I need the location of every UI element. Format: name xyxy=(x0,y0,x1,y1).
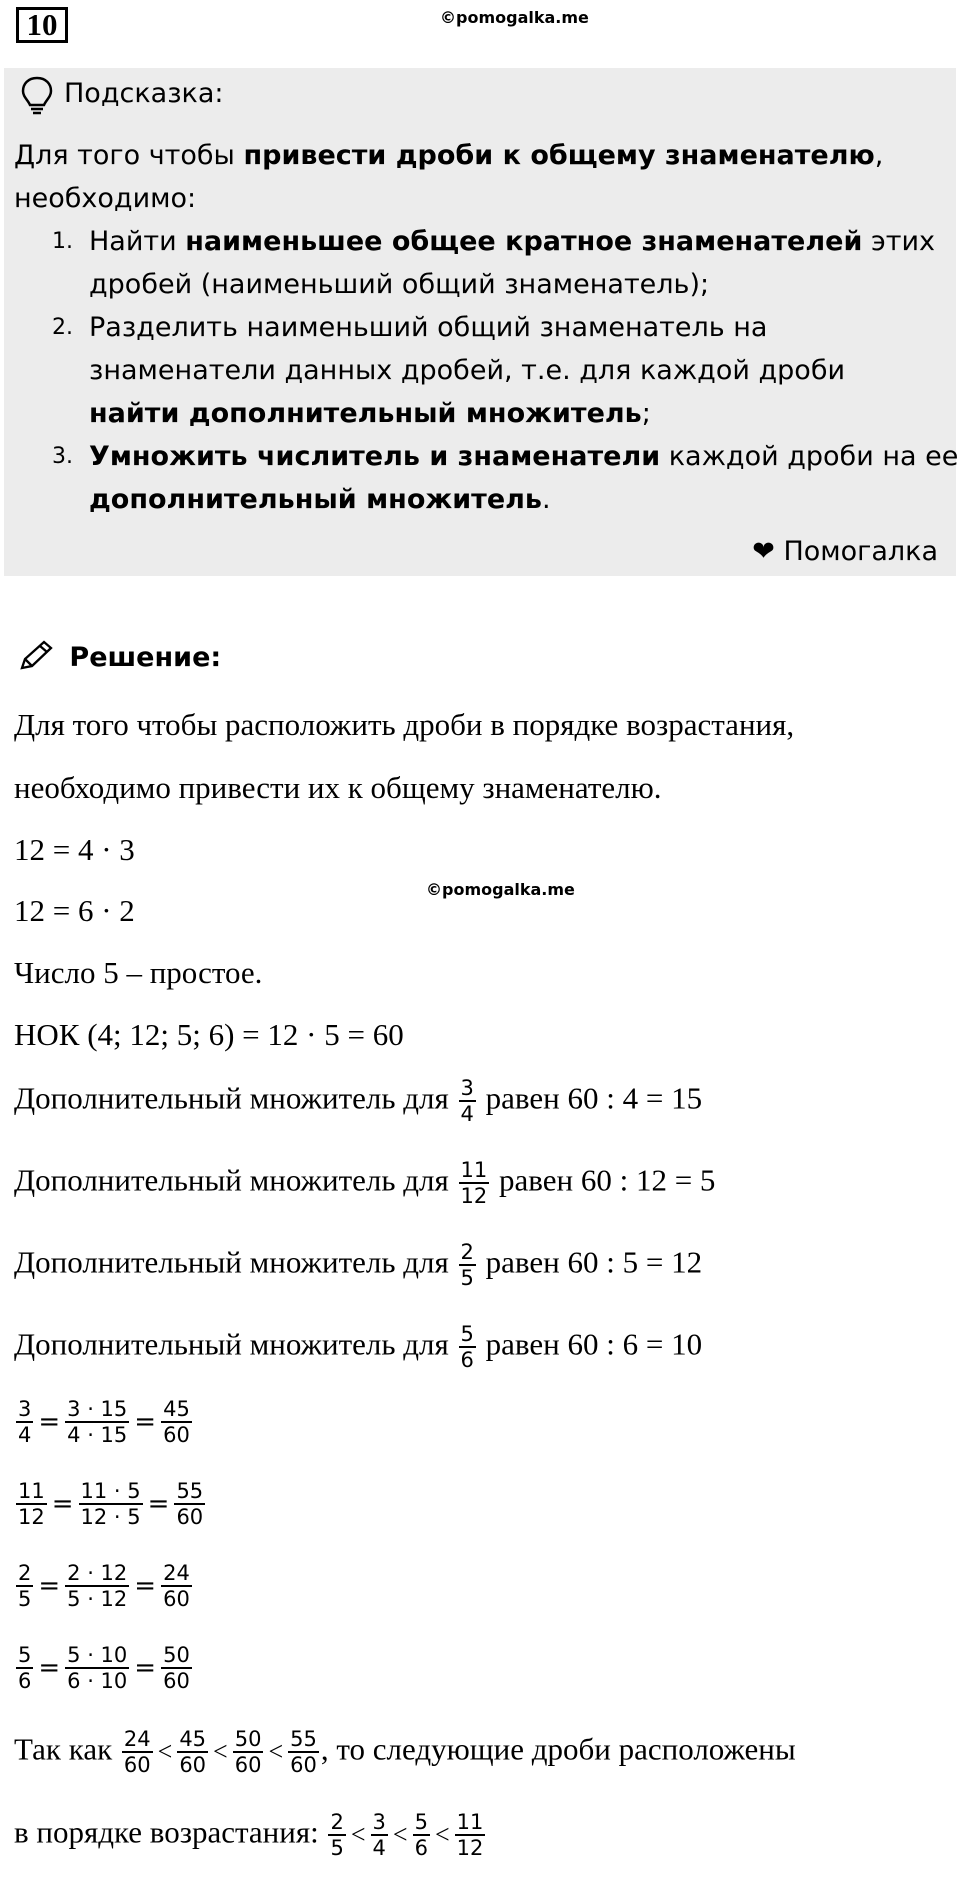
hint-step-3: 3. Умножить числитель и знаменатели каждой дроби на ее xyxy=(52,441,959,472)
equation-4: $\frac{5}{6}$ = $\frac{5 \cdot 10}{6 \cdot 10}$ = $\frac{50}{60}$ xyxy=(18,1643,190,1694)
task-number: 10 xyxy=(16,7,68,43)
hint-signature: ❤ Помогалка xyxy=(752,536,938,567)
fraction: $\frac{11}{12}$ xyxy=(460,1158,488,1209)
prime-statement: Число 5 – простое. xyxy=(14,955,263,990)
equation-2: $\frac{11}{12}$ = $\frac{11 \cdot 5}{12 \cdot 5}$ = $\frac{55}{60}$ xyxy=(18,1479,204,1530)
hint-box xyxy=(4,68,959,576)
fraction: $\frac{2}{5}$ xyxy=(460,1240,474,1291)
multiplier-line-4: Дополнительный множитель для $\frac{5}{6}$ равен 60 : 6 = 10 xyxy=(14,1322,703,1373)
solution-text-line-2: необходимо привести их к общему знаменателю. xyxy=(14,770,662,805)
page-header xyxy=(0,0,960,60)
comparison-line: Так как $\frac{24}{60}$ < $\frac{45}{60}$ < $\frac{50}{60}$ < $\frac{55}{60}$ , то следующие дроби расположены xyxy=(14,1727,796,1778)
factorization-12-6: 12 = 6 · 2 xyxy=(14,893,135,928)
equation-3: $\frac{2}{5}$ = $\frac{2 \cdot 12}{5 \cdot 12}$ = $\frac{24}{60}$ xyxy=(18,1561,190,1612)
watermark-middle: ©pomogalka.me xyxy=(426,880,575,899)
fraction: $\frac{3}{4}$ xyxy=(460,1076,474,1127)
factorization-12-4: 12 = 4 · 3 xyxy=(14,832,135,867)
answer-line: в порядке возрастания: $\frac{2}{5}$ < $\frac{3}{4}$ < $\frac{5}{6}$ < $\frac{11}{12}$ xyxy=(14,1810,484,1861)
lightbulb-icon xyxy=(20,75,54,119)
hint-title: Подсказка: xyxy=(64,78,224,109)
fraction: $\frac{5}{6}$ xyxy=(460,1322,474,1373)
multiplier-line-1: Дополнительный множитель для $\frac{3}{4}$ равен 60 : 4 = 15 xyxy=(14,1076,703,1127)
watermark-top: ©pomogalka.me xyxy=(440,8,589,27)
hint-body: Для того чтобы привести дроби к общему знаменателю, необходимо: 1. Найти наименьшее общее кратное знаменателей этих дробей (наименьший общий знаменатель); 2. Разделить наименьший общий знаменатель на знаменатели данных дробей, т.е. для каждой дроби найти дополнительный множитель; 3. Умножить числитель и знаменатели каждой дроби на ее дополнительный множитель. xyxy=(14,140,959,515)
hint-step-2: 2. Разделить наименьший общий знаменатель на xyxy=(52,312,768,343)
lcm-line: НОК (4; 12; 5; 6) = 12 · 5 = 60 xyxy=(14,1017,404,1052)
solution-heading: Решение: xyxy=(18,640,221,673)
hint-step-1: 1. Найти наименьшее общее кратное знаменателей этих xyxy=(52,226,936,257)
multiplier-line-3: Дополнительный множитель для $\frac{2}{5}$ равен 60 : 5 = 12 xyxy=(14,1240,703,1291)
heart-icon: ❤ xyxy=(752,536,775,567)
pencil-icon xyxy=(18,642,69,673)
solution-text-line-1: Для того чтобы расположить дроби в порядке возрастания, xyxy=(14,707,795,742)
multiplier-line-2: Дополнительный множитель для $\frac{11}{12}$ равен 60 : 12 = 5 xyxy=(14,1158,716,1209)
equation-1: $\frac{3}{4}$ = $\frac{3 \cdot 15}{4 \cdot 15}$ = $\frac{45}{60}$ xyxy=(18,1397,190,1448)
